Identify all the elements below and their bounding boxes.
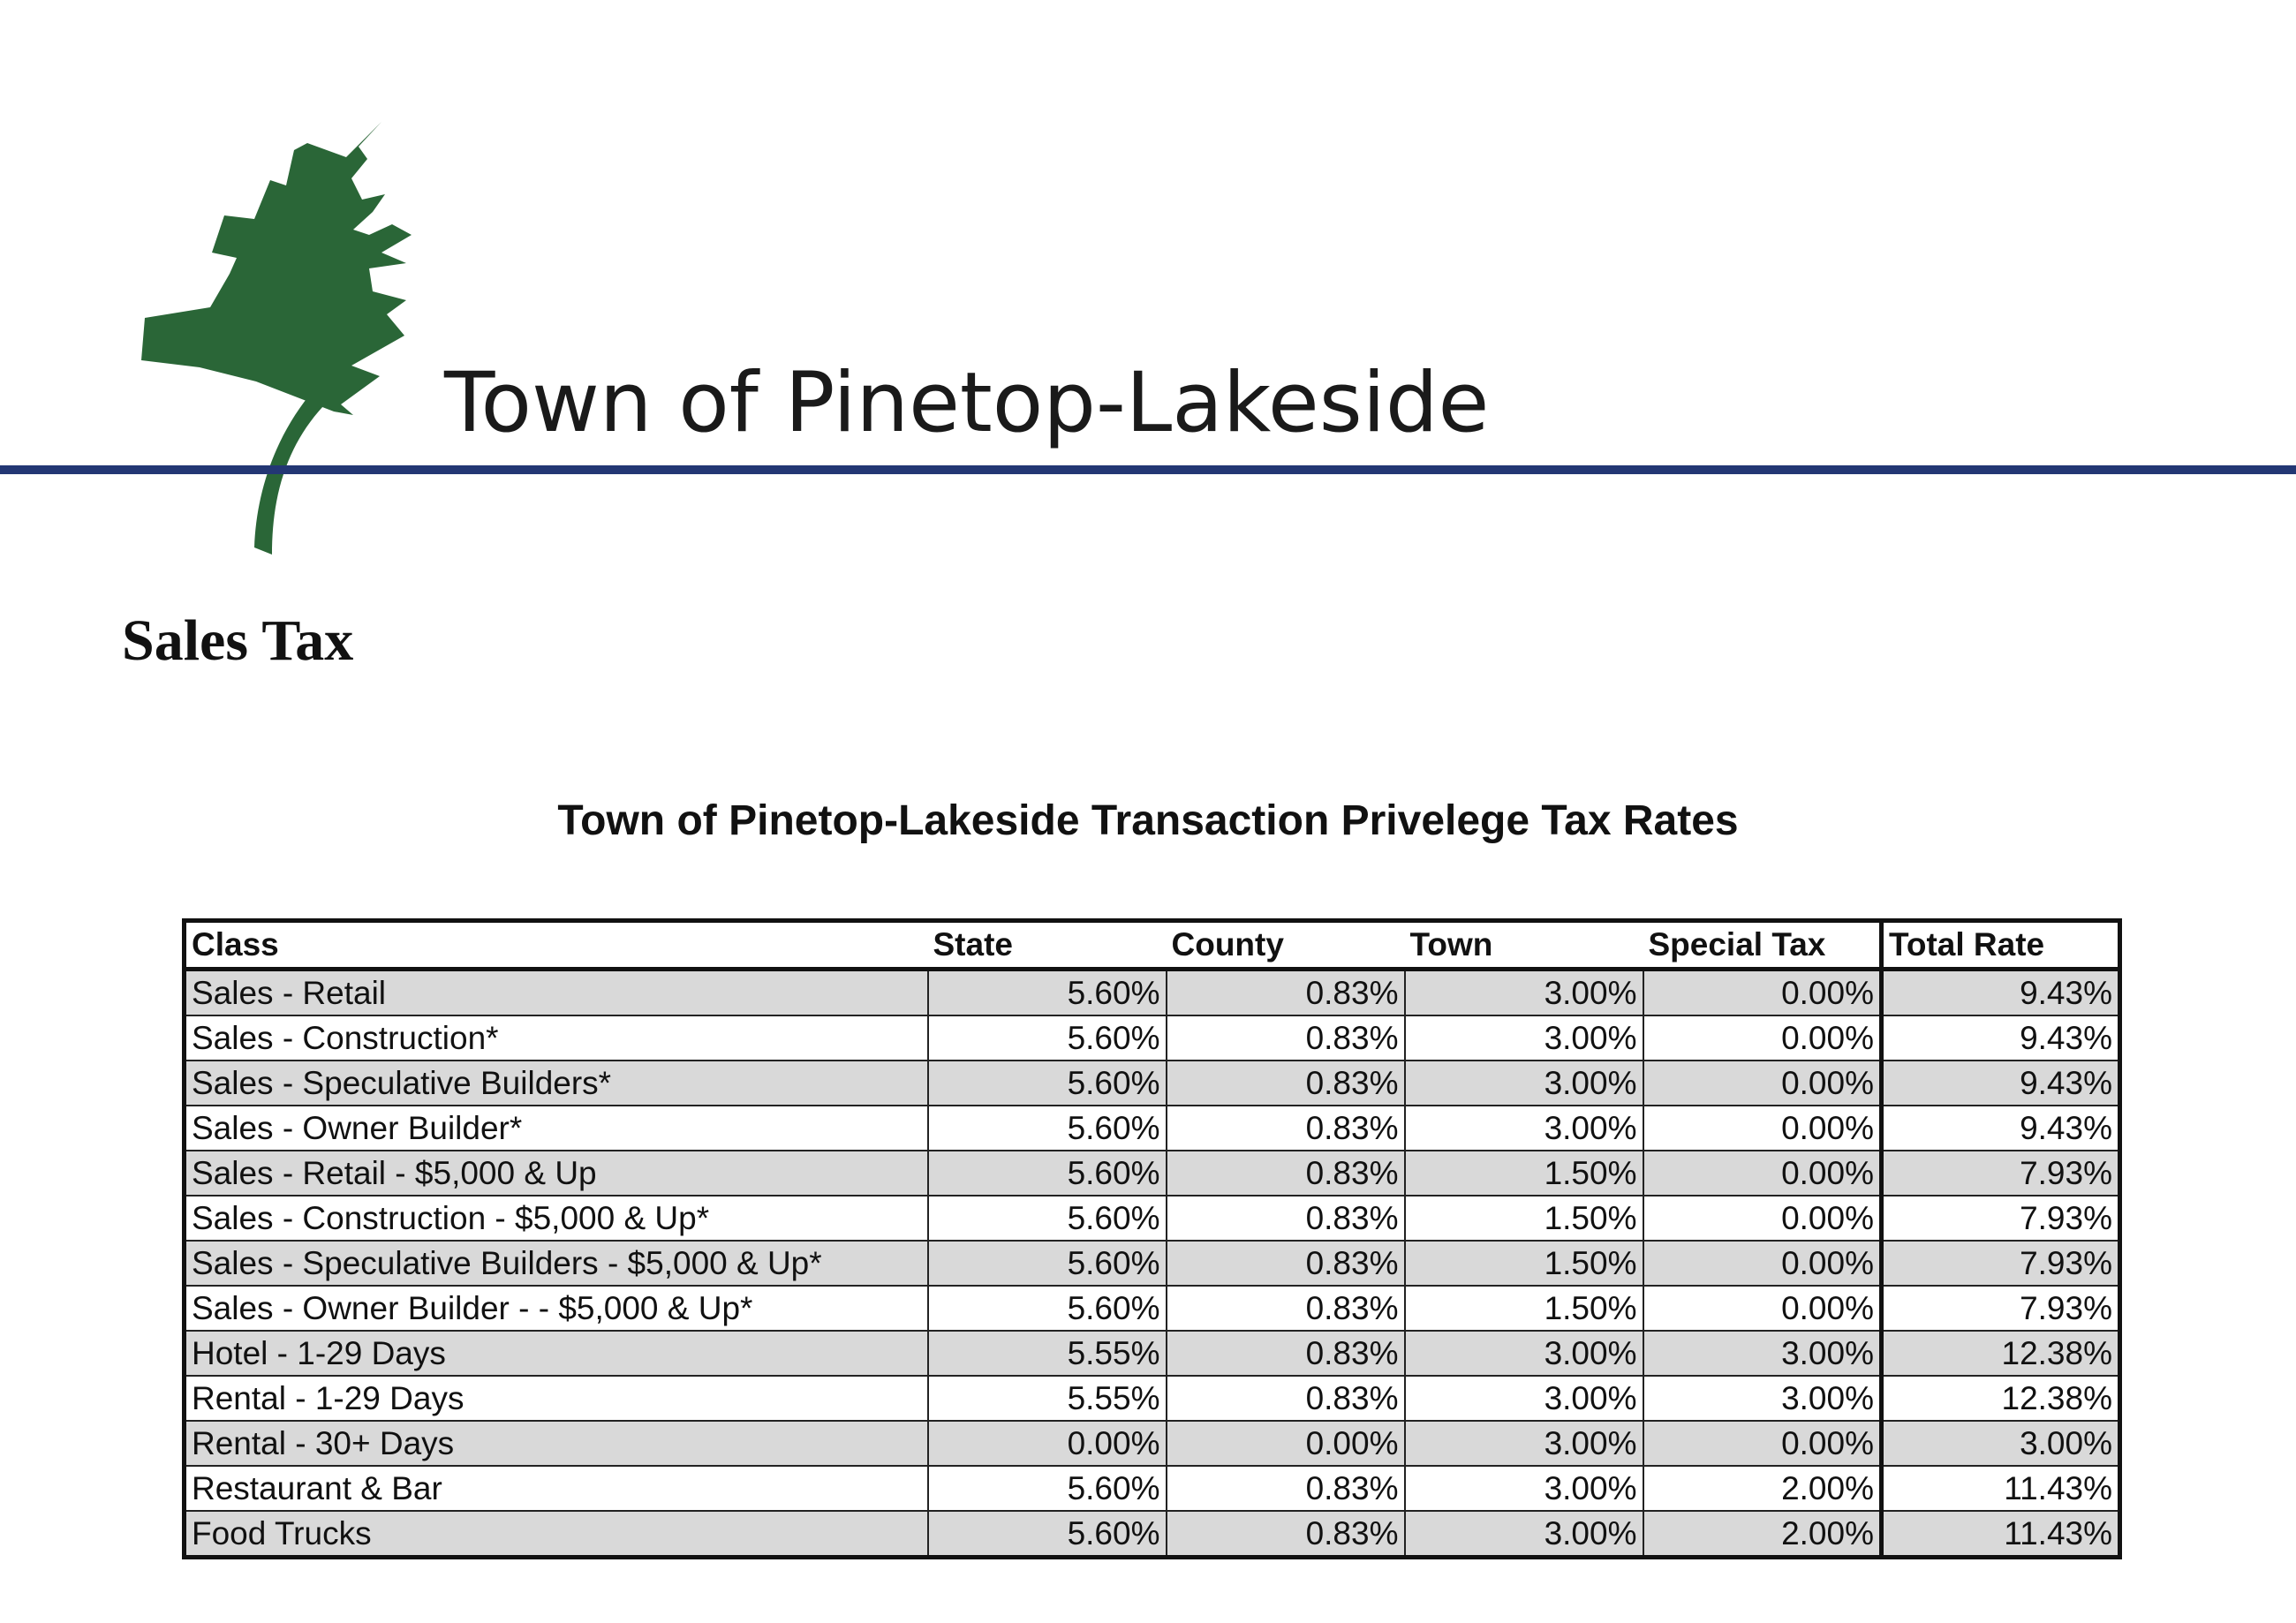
class-cell: Sales - Construction - $5,000 & Up* bbox=[185, 1196, 928, 1241]
class-cell: Sales - Retail - $5,000 & Up bbox=[185, 1151, 928, 1196]
town-rate-cell: 1.50% bbox=[1405, 1151, 1643, 1196]
state-rate-cell: 5.60% bbox=[928, 1106, 1167, 1151]
town-rate-cell: 3.00% bbox=[1405, 1106, 1643, 1151]
table-row bbox=[185, 1331, 2120, 1376]
table-row bbox=[185, 1376, 2120, 1421]
town-rate-cell: 3.00% bbox=[1405, 970, 1643, 1016]
special-tax-cell: 0.00% bbox=[1643, 1241, 1882, 1286]
county-rate-cell: 0.83% bbox=[1167, 1241, 1405, 1286]
class-cell: Sales - Retail bbox=[185, 970, 928, 1016]
table-row bbox=[185, 1061, 2120, 1106]
class-cell: Sales - Owner Builder* bbox=[185, 1106, 928, 1151]
total-rate-cell: 9.43% bbox=[1882, 1061, 2120, 1106]
town-rate-cell: 1.50% bbox=[1405, 1286, 1643, 1331]
table-row bbox=[185, 1421, 2120, 1466]
state-rate-cell: 5.60% bbox=[928, 1286, 1167, 1331]
column-header-town: Town bbox=[1405, 921, 1643, 970]
state-rate-cell: 5.60% bbox=[928, 1015, 1167, 1061]
class-cell: Sales - Owner Builder - - $5,000 & Up* bbox=[185, 1286, 928, 1331]
special-tax-cell: 0.00% bbox=[1643, 1421, 1882, 1466]
table-row bbox=[185, 1015, 2120, 1061]
table-row bbox=[185, 1151, 2120, 1196]
county-rate-cell: 0.00% bbox=[1167, 1421, 1405, 1466]
county-rate-cell: 0.83% bbox=[1167, 1106, 1405, 1151]
table-header-row bbox=[185, 921, 2120, 970]
table-row bbox=[185, 1106, 2120, 1151]
town-rate-cell: 3.00% bbox=[1405, 1376, 1643, 1421]
column-header-special-tax: Special Tax bbox=[1643, 921, 1882, 970]
special-tax-cell: 0.00% bbox=[1643, 1106, 1882, 1151]
total-rate-cell: 12.38% bbox=[1882, 1331, 2120, 1376]
county-rate-cell: 0.83% bbox=[1167, 1376, 1405, 1421]
table-row bbox=[185, 970, 2120, 1016]
class-cell: Sales - Construction* bbox=[185, 1015, 928, 1061]
special-tax-cell: 0.00% bbox=[1643, 1061, 1882, 1106]
special-tax-cell: 0.00% bbox=[1643, 1015, 1882, 1061]
county-rate-cell: 0.83% bbox=[1167, 970, 1405, 1016]
state-rate-cell: 5.55% bbox=[928, 1376, 1167, 1421]
column-header-total-rate: Total Rate bbox=[1882, 921, 2120, 970]
table-row bbox=[185, 1286, 2120, 1331]
table-body bbox=[185, 970, 2120, 1558]
state-rate-cell: 5.60% bbox=[928, 1241, 1167, 1286]
column-header-class: Class bbox=[185, 921, 928, 970]
town-title: Town of Pinetop-Lakeside bbox=[444, 355, 1490, 451]
county-rate-cell: 0.83% bbox=[1167, 1015, 1405, 1061]
table-row bbox=[185, 1511, 2120, 1558]
special-tax-cell: 3.00% bbox=[1643, 1376, 1882, 1421]
total-rate-cell: 7.93% bbox=[1882, 1286, 2120, 1331]
tax-rates-table bbox=[182, 918, 2122, 1559]
class-cell: Restaurant & Bar bbox=[185, 1466, 928, 1511]
special-tax-cell: 3.00% bbox=[1643, 1331, 1882, 1376]
section-title: Sales Tax bbox=[122, 608, 354, 673]
state-rate-cell: 5.60% bbox=[928, 1061, 1167, 1106]
total-rate-cell: 9.43% bbox=[1882, 1015, 2120, 1061]
state-rate-cell: 5.60% bbox=[928, 1466, 1167, 1511]
total-rate-cell: 7.93% bbox=[1882, 1151, 2120, 1196]
town-rate-cell: 1.50% bbox=[1405, 1241, 1643, 1286]
table-title: Town of Pinetop-Lakeside Transaction Privelege Tax Rates bbox=[557, 797, 1739, 844]
special-tax-cell: 2.00% bbox=[1643, 1466, 1882, 1511]
county-rate-cell: 0.83% bbox=[1167, 1511, 1405, 1558]
header-rule bbox=[0, 465, 2296, 474]
town-rate-cell: 3.00% bbox=[1405, 1466, 1643, 1511]
state-rate-cell: 5.60% bbox=[928, 1511, 1167, 1558]
total-rate-cell: 11.43% bbox=[1882, 1466, 2120, 1511]
total-rate-cell: 7.93% bbox=[1882, 1196, 2120, 1241]
town-rate-cell: 1.50% bbox=[1405, 1196, 1643, 1241]
total-rate-cell: 3.00% bbox=[1882, 1421, 2120, 1466]
town-rate-cell: 3.00% bbox=[1405, 1061, 1643, 1106]
table-row bbox=[185, 1196, 2120, 1241]
table-row bbox=[185, 1241, 2120, 1286]
county-rate-cell: 0.83% bbox=[1167, 1151, 1405, 1196]
state-rate-cell: 5.55% bbox=[928, 1331, 1167, 1376]
special-tax-cell: 0.00% bbox=[1643, 1196, 1882, 1241]
special-tax-cell: 0.00% bbox=[1643, 1286, 1882, 1331]
town-rate-cell: 3.00% bbox=[1405, 1421, 1643, 1466]
class-cell: Sales - Speculative Builders - $5,000 & Up* bbox=[185, 1241, 928, 1286]
special-tax-cell: 0.00% bbox=[1643, 1151, 1882, 1196]
county-rate-cell: 0.83% bbox=[1167, 1061, 1405, 1106]
town-rate-cell: 3.00% bbox=[1405, 1331, 1643, 1376]
state-rate-cell: 0.00% bbox=[928, 1421, 1167, 1466]
special-tax-cell: 0.00% bbox=[1643, 970, 1882, 1016]
county-rate-cell: 0.83% bbox=[1167, 1196, 1405, 1241]
class-cell: Food Trucks bbox=[185, 1511, 928, 1558]
pine-tree-icon bbox=[141, 115, 459, 556]
total-rate-cell: 12.38% bbox=[1882, 1376, 2120, 1421]
total-rate-cell: 9.43% bbox=[1882, 1106, 2120, 1151]
column-header-county: County bbox=[1167, 921, 1405, 970]
total-rate-cell: 11.43% bbox=[1882, 1511, 2120, 1558]
total-rate-cell: 7.93% bbox=[1882, 1241, 2120, 1286]
state-rate-cell: 5.60% bbox=[928, 1196, 1167, 1241]
state-rate-cell: 5.60% bbox=[928, 1151, 1167, 1196]
county-rate-cell: 0.83% bbox=[1167, 1331, 1405, 1376]
town-rate-cell: 3.00% bbox=[1405, 1015, 1643, 1061]
state-rate-cell: 5.60% bbox=[928, 970, 1167, 1016]
table-row bbox=[185, 1466, 2120, 1511]
county-rate-cell: 0.83% bbox=[1167, 1286, 1405, 1331]
class-cell: Rental - 30+ Days bbox=[185, 1421, 928, 1466]
county-rate-cell: 0.83% bbox=[1167, 1466, 1405, 1511]
class-cell: Sales - Speculative Builders* bbox=[185, 1061, 928, 1106]
column-header-state: State bbox=[928, 921, 1167, 970]
special-tax-cell: 2.00% bbox=[1643, 1511, 1882, 1558]
town-rate-cell: 3.00% bbox=[1405, 1511, 1643, 1558]
class-cell: Rental - 1-29 Days bbox=[185, 1376, 928, 1421]
total-rate-cell: 9.43% bbox=[1882, 970, 2120, 1016]
class-cell: Hotel - 1-29 Days bbox=[185, 1331, 928, 1376]
